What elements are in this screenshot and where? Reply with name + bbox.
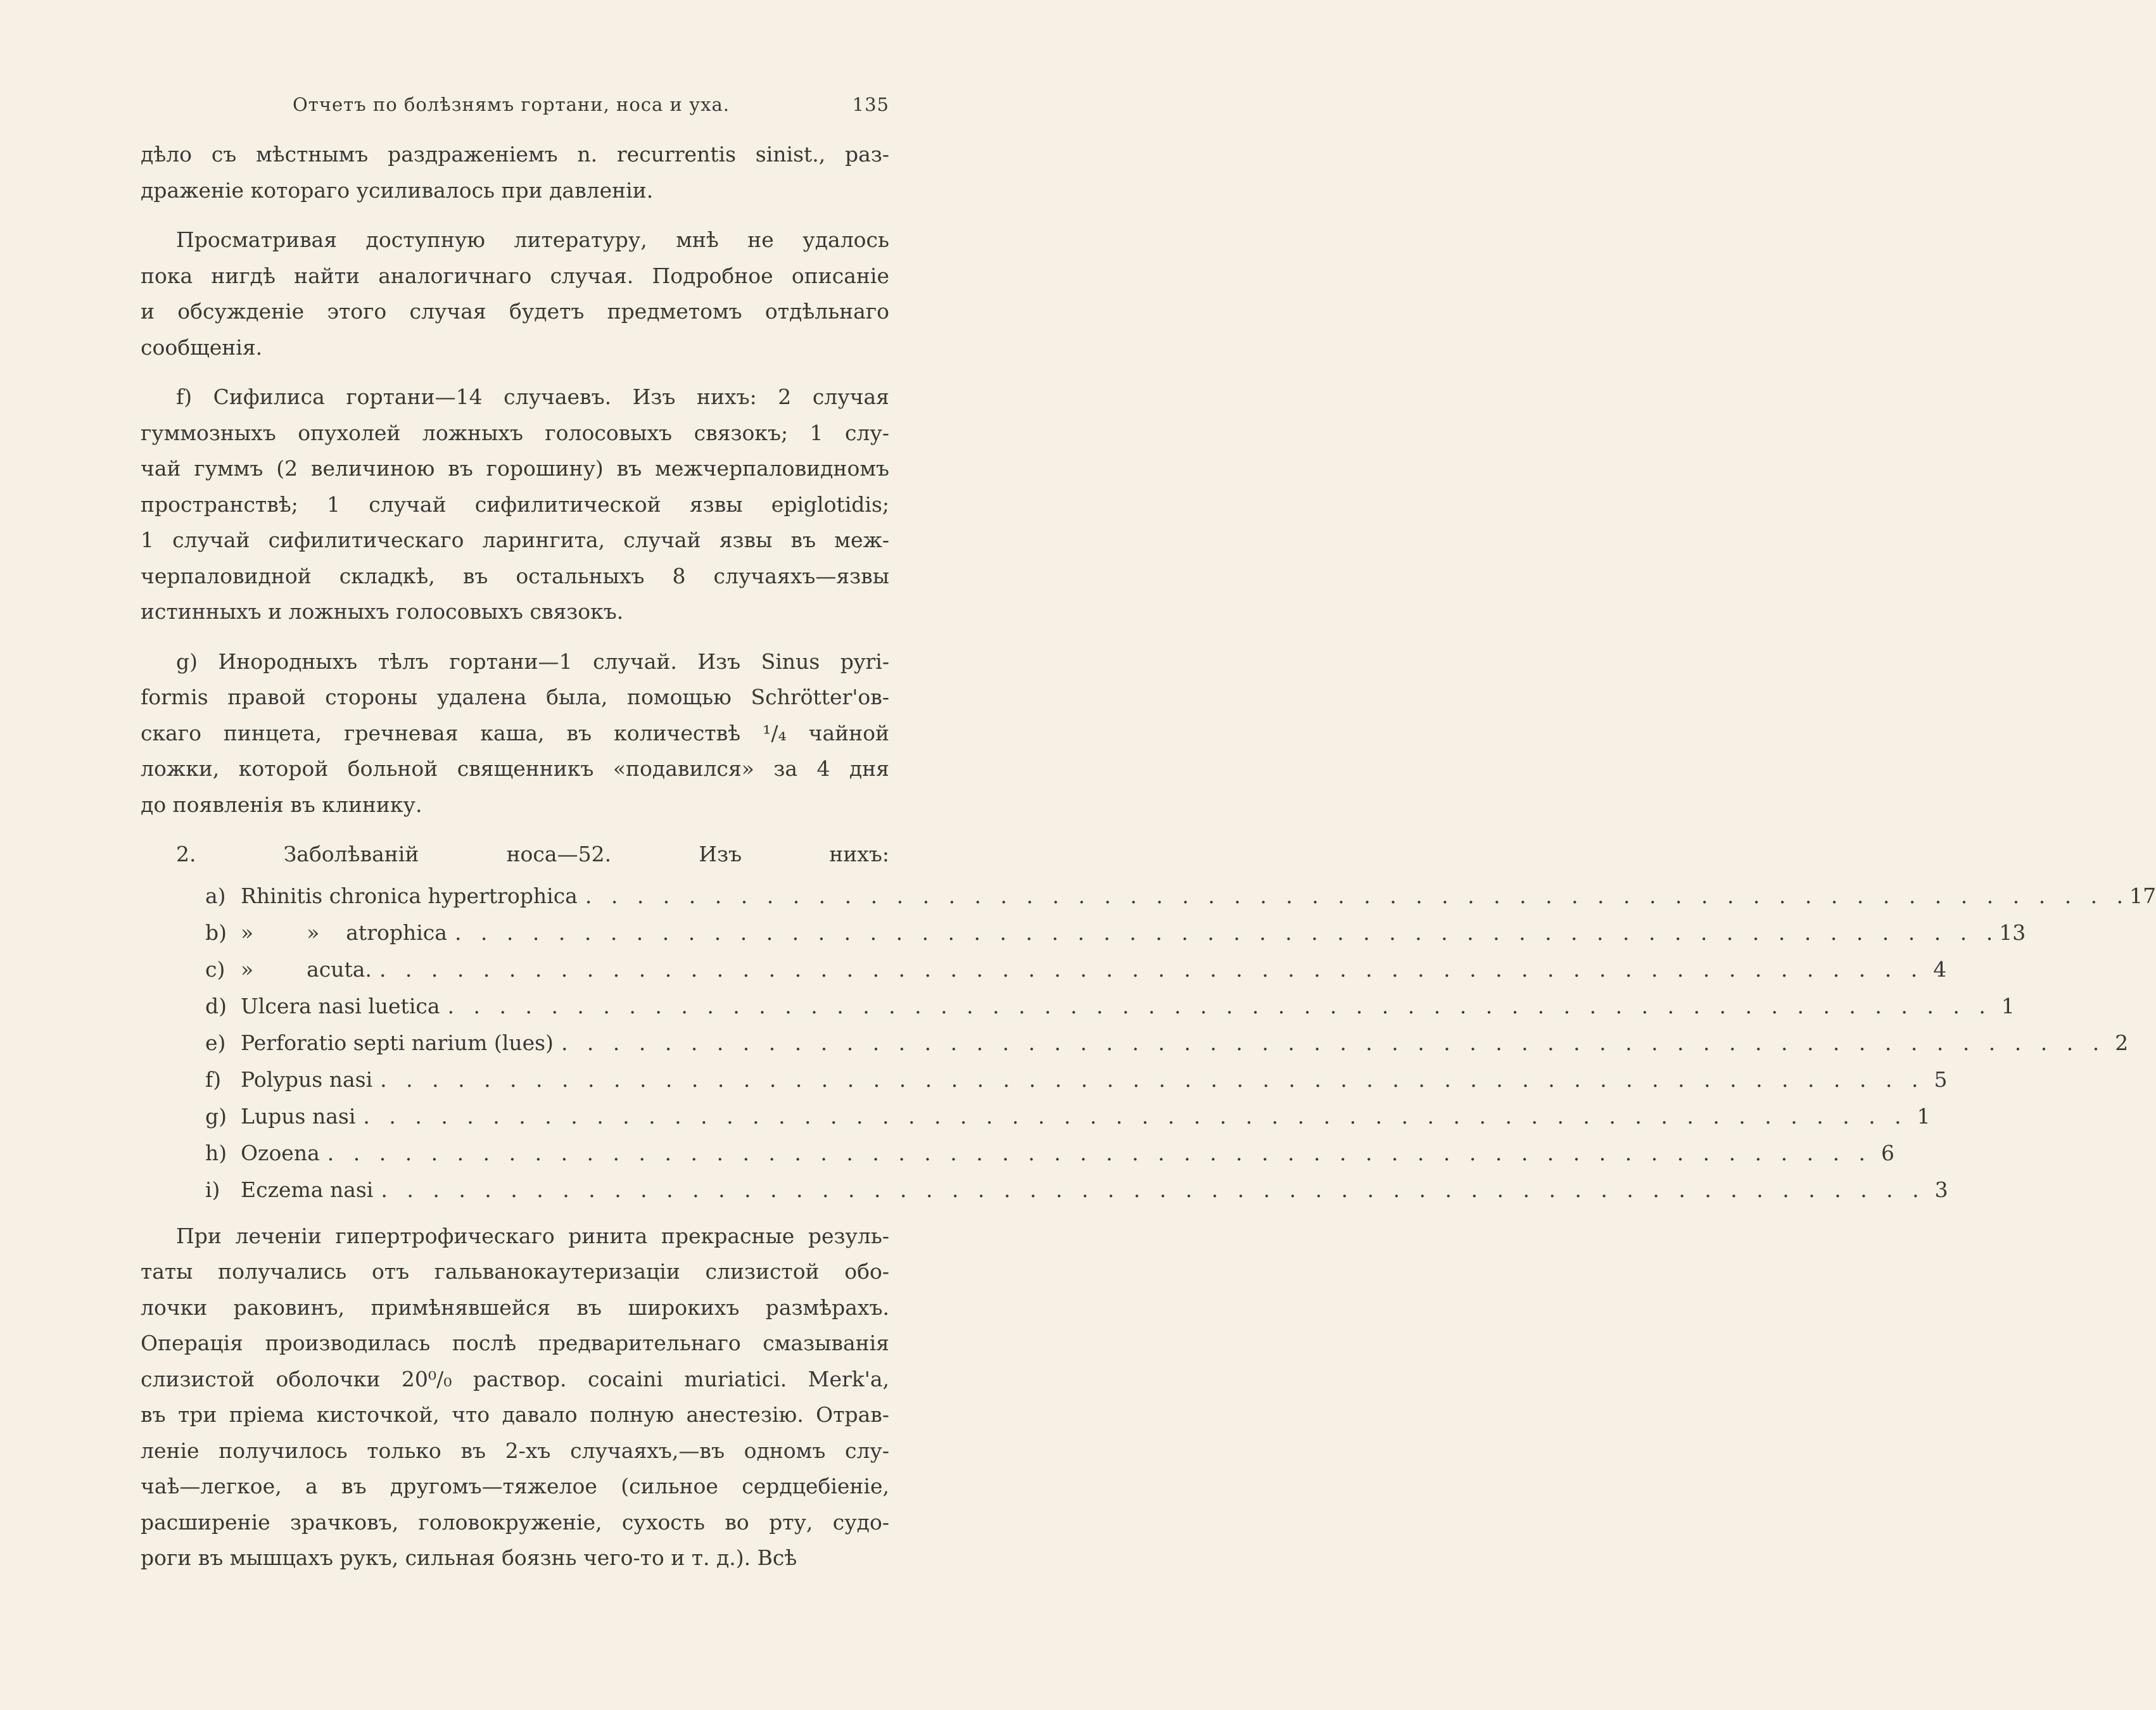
list-item-count: 2 <box>2115 1030 2129 1055</box>
text-line: g) Инородныхъ тѣлъ гортани—1 случай. Изъ Sinus pyri- <box>176 649 889 674</box>
dot-leader: . . . . . . . . . . . . . . . . . . . . . . . . . . . . . . . . . . . . . . . . . . . . . . . . . . . . . . . . . . . . <box>379 956 1924 982</box>
dot-leader: . . . . . . . . . . . . . . . . . . . . . . . . . . . . . . . . . . . . . . . . . . . . . . . . . . . . . . . . . . . . <box>363 1103 1908 1129</box>
nose-diseases-list <box>205 878 2156 1208</box>
text-line: въ три пріема кисточкой, что давало полную анестезію. Отрав- <box>141 1402 889 1427</box>
text-line: скаго пинцета, гречневая каша, въ количествѣ ¹/₄ чайной <box>141 720 889 745</box>
text-line: пространствѣ; 1 случай сифилитической язвы epiglotidis; <box>141 491 889 517</box>
dot-leader: . . . . . . . . . . . . . . . . . . . . . . . . . . . . . . . . . . . . . . . . . . . . . . . . . . . . . . . . . . . . <box>381 1177 1925 1202</box>
list-item-name: Perforatio septi narium (lues) <box>241 1030 554 1055</box>
list-item-name: Ulcera nasi luetica <box>241 993 440 1018</box>
page-header <box>141 94 889 122</box>
list-item-count: 13 <box>1999 920 2026 945</box>
list-item-count: 3 <box>1934 1177 1948 1202</box>
list-item <box>205 878 2156 915</box>
dot-leader: . . . . . . . . . . . . . . . . . . . . . . . . . . . . . . . . . . . . . . . . . . . . . . . . . . . . . . . . . . . . <box>561 1030 2106 1055</box>
dot-leader: . . . . . . . . . . . . . . . . . . . . . . . . . . . . . . . . . . . . . . . . . . . . . . . . . . . . . . . . . . . . <box>454 920 2000 945</box>
page-number: 135 <box>852 94 889 115</box>
text-line: f) Сифилиса гортани—14 случаевъ. Изъ нихъ: 2 случая <box>176 384 889 409</box>
list-item-count: 1 <box>1917 1103 1931 1129</box>
list-item-label: b) <box>205 920 227 945</box>
list-item-name: Lupus nasi <box>241 1103 356 1129</box>
text-line: ложки, которой больной священникъ «подавился» за 4 дня <box>141 756 889 781</box>
dot-leader: . . . . . . . . . . . . . . . . . . . . . . . . . . . . . . . . . . . . . . . . . . . . . . . . . . . . . . . . . . . . <box>585 883 2130 908</box>
text-line: роги въ мышцахъ рукъ, сильная боязнь чего-то и т. д.). Всѣ <box>141 1545 797 1570</box>
list-item-label: e) <box>205 1030 226 1055</box>
list-item-label: h) <box>205 1140 227 1165</box>
text-line: Операція производилась послѣ предварительнаго смазыванія <box>141 1331 889 1355</box>
text-line: таты получались отъ гальванокаутеризаціи слизистой обо- <box>141 1259 889 1284</box>
text-line: леніе получилось только въ 2-хъ случаяхъ,—въ одномъ слу- <box>141 1438 889 1463</box>
text-line: слизистой оболочки 20⁰/₀ раствор. cocaini muriatici. Merk'а, <box>141 1366 889 1391</box>
list-item <box>205 1135 1895 1172</box>
text-line: гуммозныхъ опухолей ложныхъ голосовыхъ связокъ; 1 слу- <box>141 420 889 445</box>
text-line: чаѣ—легкое, а въ другомъ—тяжелое (сильное сердцебіеніе, <box>141 1474 889 1498</box>
list-item <box>205 951 1947 988</box>
text-line: до появленія въ клинику. <box>141 792 422 817</box>
list-heading: 2. Заболѣваній носа—52. Изъ нихъ: <box>176 842 889 866</box>
text-line: Просматривая доступную литературу, мнѣ не удалось <box>176 227 889 252</box>
paragraph-foreign-bodies <box>141 644 889 823</box>
list-item-label: a) <box>205 883 226 908</box>
dot-leader: . . . . . . . . . . . . . . . . . . . . . . . . . . . . . . . . . . . . . . . . . . . . . . . . . . . . . . . . . . . . <box>380 1067 1925 1092</box>
text-line: formis правой стороны удалена была, помощью Schrötter'ов- <box>141 685 889 709</box>
list-item-count: 17 <box>2129 883 2156 908</box>
paragraph-continued <box>141 137 889 208</box>
list-item-count: 5 <box>1934 1067 1948 1092</box>
running-title: Отчетъ по болѣзнямъ гортани, носа и уха. <box>293 94 730 115</box>
text-line: расширеніе зрачковъ, головокруженіе, сухость во рту, судо- <box>141 1509 889 1535</box>
dot-leader: . . . . . . . . . . . . . . . . . . . . . . . . . . . . . . . . . . . . . . . . . . . . . . . . . . . . . . . . . . . . <box>447 993 1992 1018</box>
list-item <box>205 1172 1948 1208</box>
list-item-label: d) <box>205 993 227 1018</box>
text-line: драженіе котораго усиливалось при давленіи. <box>141 177 654 203</box>
list-item <box>205 1098 1931 1135</box>
list-item-count: 1 <box>2001 993 2015 1018</box>
paragraph-treatment <box>141 1219 889 1576</box>
text-line: лочки раковинъ, примѣнявшейся въ широкихъ размѣрахъ. <box>141 1295 889 1320</box>
text-line: сообщенія. <box>141 334 263 360</box>
dot-leader: . . . . . . . . . . . . . . . . . . . . . . . . . . . . . . . . . . . . . . . . . . . . . . . . . . . . . . . . . . . . <box>327 1140 1872 1165</box>
text-line: черпаловидной складкѣ, въ остальныхъ 8 случаяхъ—язвы <box>141 563 889 588</box>
text-line: истинныхъ и ложныхъ голосовыхъ связокъ. <box>141 599 624 624</box>
list-item-name: » acuta. <box>241 956 372 982</box>
text-line: пока нигдѣ найти аналогичнаго случая. Подробное описаніе <box>141 263 889 288</box>
text-line: При леченіи гипертрофическаго ринита прекрасные резуль- <box>176 1223 889 1248</box>
list-item <box>205 915 2026 951</box>
list-item-name: Ozoena <box>241 1140 320 1165</box>
paragraph-literature <box>141 222 889 365</box>
list-item-name: Rhinitis chronica hypertrophica <box>241 883 578 908</box>
list-item-label: g) <box>205 1103 227 1129</box>
text-line: дѣло съ мѣстнымъ раздраженіемъ n. recurrentis sinist., раз- <box>141 142 889 167</box>
list-item-count: 6 <box>1881 1140 1895 1165</box>
list-item <box>205 1025 2129 1061</box>
list-item-name: Eczema nasi <box>241 1177 374 1202</box>
list-item-count: 4 <box>1933 956 1947 982</box>
list-item <box>205 988 2015 1025</box>
list-item-label: c) <box>205 956 225 982</box>
paragraph-syphilis <box>141 379 889 630</box>
list-item-name: Polypus nasi <box>241 1067 373 1092</box>
list-item-label: i) <box>205 1177 220 1202</box>
list-item-label: f) <box>205 1067 222 1092</box>
list-item-name: » » atrophica <box>241 920 447 945</box>
page-body <box>141 137 2156 1576</box>
text-line: и обсужденіе этого случая будетъ предметомъ отдѣльнаго <box>141 299 889 324</box>
text-line: 1 случай сифилитическаго ларингита, случай язвы въ меж- <box>141 528 889 552</box>
text-line: чай гуммъ (2 величиною въ горошину) въ межчерпаловидномъ <box>141 456 889 481</box>
list-item <box>205 1061 1948 1098</box>
